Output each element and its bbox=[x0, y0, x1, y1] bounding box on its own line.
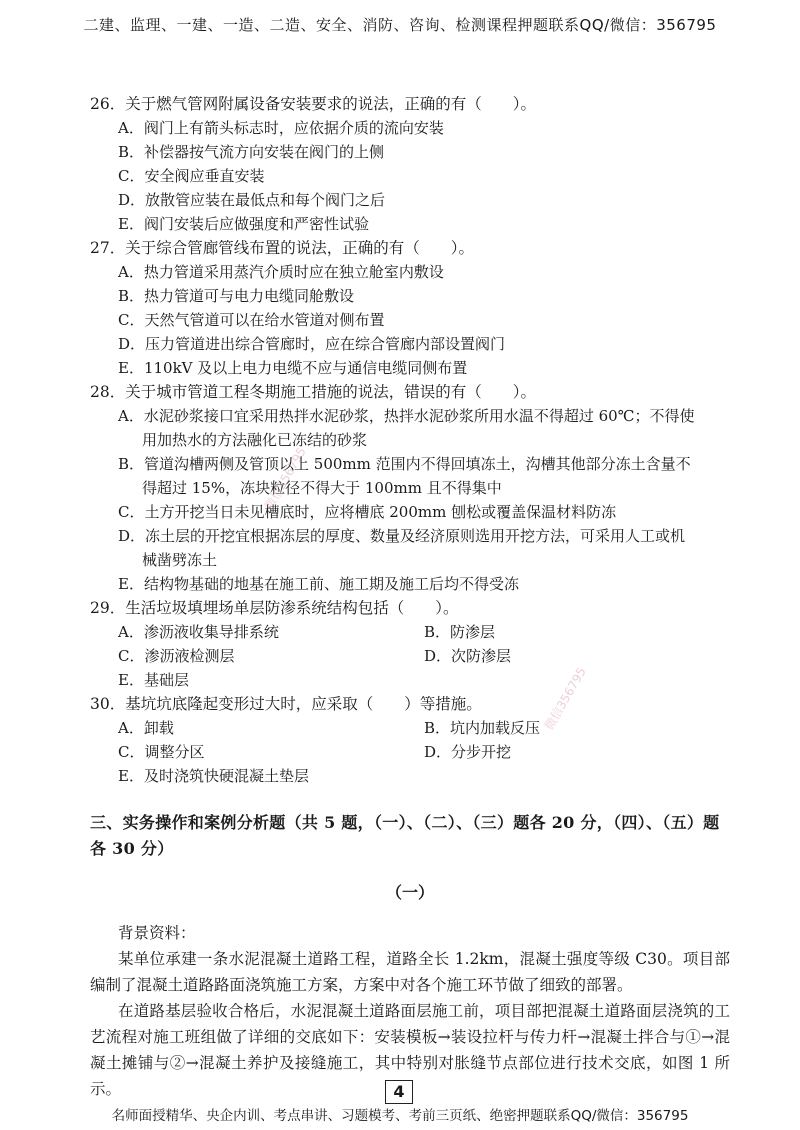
option: E．110kV 及以上电力电缆不应与通信电缆同侧布置 bbox=[118, 359, 468, 377]
option-line: A．水泥砂浆接口宜采用热拌水泥砂浆，热拌水泥砂浆所用水温不得超过 60℃；不得使 bbox=[118, 407, 695, 425]
option: C．渗沥液检测层 bbox=[118, 647, 235, 665]
background-label: 背景资料： bbox=[118, 924, 196, 942]
option-row bbox=[118, 740, 730, 764]
case-number: （一） bbox=[385, 883, 434, 902]
option: C．天然气管道可以在给水管道对侧布置 bbox=[118, 311, 385, 329]
question-stem: 27．关于综合管廊管线布置的说法，正确的有（ ）。 bbox=[90, 239, 474, 257]
option: A．热力管道采用蒸汽介质时应在独立舱室内敷设 bbox=[118, 263, 444, 281]
option: E．结构物基础的地基在施工前、施工期及施工后均不得受冻 bbox=[118, 575, 519, 593]
option: B．坑内加载反压 bbox=[424, 719, 541, 737]
option-row bbox=[118, 716, 730, 740]
question-30 bbox=[90, 692, 730, 788]
option bbox=[118, 524, 730, 572]
question-stem: 29．生活垃圾填埋场单层防渗系统结构包括（ ）。 bbox=[90, 599, 459, 617]
question-stem: 28．关于城市管道工程冬期施工措施的说法，错误的有（ ）。 bbox=[90, 383, 536, 401]
option: C．安全阀应垂直安装 bbox=[118, 167, 265, 185]
page-number: 4 bbox=[385, 1080, 413, 1104]
question-stem: 26．关于燃气管网附属设备安装要求的说法，正确的有（ ）。 bbox=[90, 95, 536, 113]
option: B．热力管道可与电力电缆同舱敷设 bbox=[118, 287, 355, 305]
option-continuation: 得超过 15%，冻块粒径不得大于 100mm 且不得集中 bbox=[142, 479, 502, 497]
option: D．分步开挖 bbox=[424, 743, 512, 761]
option: B．防渗层 bbox=[424, 623, 496, 641]
option-row bbox=[118, 644, 730, 668]
question-28 bbox=[90, 380, 730, 596]
option-line: D．冻土层的开挖宜根据冻层的厚度、数量及经济原则选用开挖方法，可采用人工或机 bbox=[118, 527, 686, 545]
option-line: B．管道沟槽两侧及管顶以上 500mm 范围内不得回填冻土，沟槽其他部分冻土含量不 bbox=[118, 455, 691, 473]
option-continuation: 械凿劈冻土 bbox=[142, 551, 218, 569]
option: B．补偿器按气流方向安装在阀门的上侧 bbox=[118, 143, 385, 161]
section-title: 三、实务操作和案例分析题（共 5 题，（一）、（二）、（三）题各 20 分，（四）、（五）题各 30 分） bbox=[90, 813, 720, 858]
option bbox=[118, 452, 730, 500]
question-stem: 30．基坑坑底隆起变形过大时，应采取（ ）等措施。 bbox=[90, 695, 482, 713]
option: E．及时浇筑快硬混凝土垫层 bbox=[118, 767, 309, 785]
option: C．调整分区 bbox=[118, 743, 205, 761]
option: A．渗沥液收集导排系统 bbox=[118, 623, 279, 641]
question-27 bbox=[90, 236, 730, 380]
option: A．卸载 bbox=[118, 719, 174, 737]
watermark: 微信356795 bbox=[261, 445, 309, 513]
option: D．放散管应装在最低点和每个阀门之后 bbox=[118, 191, 386, 209]
option: D．次防渗层 bbox=[424, 647, 512, 665]
question-29 bbox=[90, 596, 730, 692]
option: E．基础层 bbox=[118, 671, 189, 689]
page-footer: 名师面授精华、央企内训、考点串讲、习题模考、考前三页纸、绝密押题联系QQ/微信：356795 bbox=[111, 1108, 689, 1124]
exam-content bbox=[90, 92, 730, 1102]
question-26 bbox=[90, 92, 730, 236]
option: D．压力管道进出综合管廊时，应在综合管廊内部设置阀门 bbox=[118, 335, 506, 353]
option-row bbox=[118, 620, 730, 644]
option-continuation: 用加热水的方法融化已冻结的砂浆 bbox=[142, 431, 368, 449]
option: A．阀门上有箭头标志时，应依据介质的流向安装 bbox=[118, 119, 444, 137]
case-paragraph: 某单位承建一条水泥混凝土道路工程，道路全长 1.2km，混凝土强度等级 C30。项目部编制了混凝土道路路面浇筑施工方案，方案中对各个施工环节做了细致的部署。 bbox=[90, 950, 730, 994]
case-paragraph: 在道路基层验收合格后，水泥混凝土道路面层施工前，项目部把混凝土道路面层浇筑的工艺流程对施工班组做了详细的交底如下：安装模板→装设拉杆与传力杆→混凝土拌合与①→混凝土摊铺与②→混凝土养护及接缝施工，其中特别对胀缝节点部位进行技术交底，如图 1 所示。 bbox=[90, 1002, 730, 1098]
page-header: 二建、监理、一建、一造、二造、安全、消防、咨询、检测课程押题联系QQ/微信：356795 bbox=[83, 16, 717, 34]
watermark: 微信356795 bbox=[541, 665, 589, 733]
option: C．土方开挖当日未见槽底时，应将槽底 200mm 刨松或覆盖保温材料防冻 bbox=[118, 503, 617, 521]
option: E．阀门安装后应做强度和严密性试验 bbox=[118, 215, 369, 233]
option bbox=[118, 404, 730, 452]
